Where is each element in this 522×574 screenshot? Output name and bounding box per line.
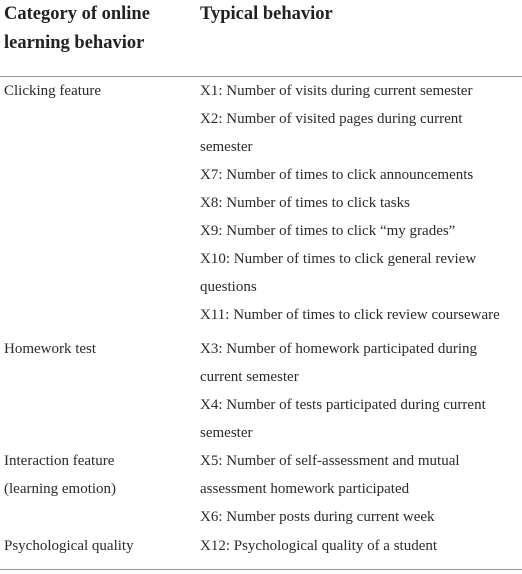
table-header [0,0,522,77]
behavior-line: assessment homework participated [200,481,410,497]
behavior-line: X11: Number of times to click review courseware [200,307,500,323]
behavior-line: X3: Number of homework participated during [200,341,478,357]
behavior-line: X7: Number of times to click announcements [200,167,474,183]
behavior-line: X10: Number of times to click general review [200,251,477,267]
behavior-line: semester [200,425,253,441]
category-line: Interaction feature [4,453,115,469]
category-line: (learning emotion) [4,481,117,497]
bottom-rule [0,569,522,570]
behavior-line: X4: Number of tests participated during current [200,397,486,413]
behavior-line: questions [200,279,257,295]
behavior-cell [200,447,518,531]
behavior-line: X9: Number of times to click “my grades” [200,223,456,239]
behavior-cell [200,532,518,560]
behavior-cell [200,335,518,447]
category-cell [4,532,194,560]
header-category-line-2: learning behavior [4,33,145,53]
behavior-line: X2: Number of visited pages during current [200,111,463,127]
category-cell [4,335,194,363]
behavior-line: X1: Number of visits during current semester [200,83,473,99]
category-line: Psychological quality [4,538,134,554]
behavior-line: X12: Psychological quality of a student [200,538,438,554]
behavior-line: X8: Number of times to click tasks [200,195,410,211]
behavior-cell [200,77,518,329]
behavior-line: current semester [200,369,299,385]
header-behavior: Typical behavior [200,4,333,24]
category-cell [4,77,194,105]
behavior-line: semester [200,139,253,155]
category-cell [4,447,194,503]
header-category [4,0,184,58]
category-line: Clicking feature [4,83,102,99]
category-line: Homework test [4,341,97,357]
behavior-line: X6: Number posts during current week [200,509,435,525]
behavior-line: X5: Number of self-assessment and mutual [200,453,460,469]
header-category-line-1: Category of online [4,4,150,24]
